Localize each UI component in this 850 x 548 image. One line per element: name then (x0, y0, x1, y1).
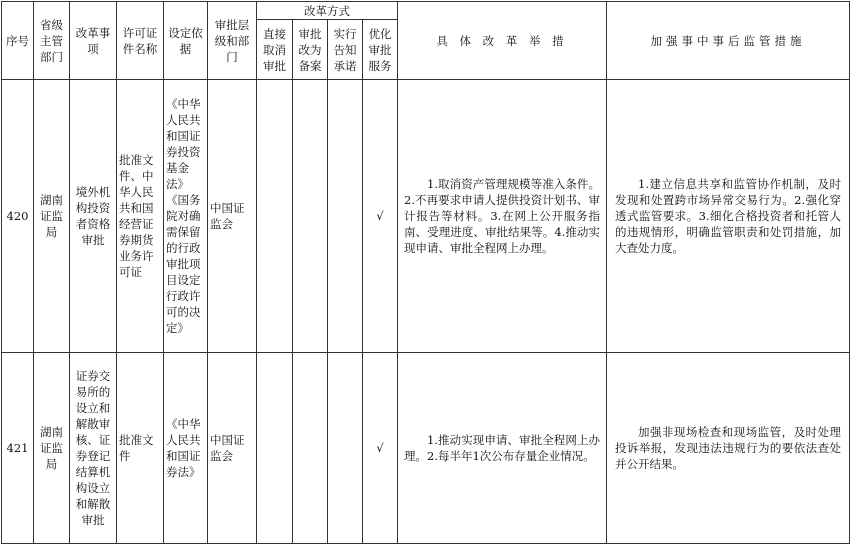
cell-mark-commitment (328, 353, 363, 544)
header-to-filing: 审批改为备案 (293, 20, 328, 80)
cell-mark-filing (293, 80, 328, 353)
header-level: 审批层级和部门 (208, 2, 257, 80)
header-optimize-service: 优化审批服务 (363, 20, 398, 80)
cell-supervision: 加强非现场检查和现场监管，及时处理投诉举报，发现违法违规行为的要依法查处并公开结果。 (607, 353, 850, 544)
header-row-1 (2, 2, 850, 20)
header-notification-commitment: 实行告知承诺 (328, 20, 363, 80)
cell-mark-optimize: √ (363, 353, 398, 544)
cell-item: 境外机构投资者资格审批 (70, 80, 117, 353)
cell-mark-filing (293, 353, 328, 544)
header-dept: 省级主管部门 (34, 2, 70, 80)
cell-mark-cancel (257, 353, 293, 544)
header-reform-group: 改革方式 (257, 2, 398, 20)
header-measures: 具 体 改 革 举 措 (398, 2, 607, 80)
cell-seq: 420 (2, 80, 34, 353)
cell-mark-commitment (328, 80, 363, 353)
header-item: 改革事项 (70, 2, 117, 80)
header-direct-cancel: 直接取消审批 (257, 20, 293, 80)
reform-table (1, 1, 850, 544)
cell-basis: 《中华人民共和国证券法》 (164, 353, 208, 544)
table-row (2, 80, 850, 353)
cell-seq: 421 (2, 353, 34, 544)
cell-dept: 湖南证监局 (34, 353, 70, 544)
cell-level: 中国证监会 (208, 353, 257, 544)
header-license: 许可证件名称 (117, 2, 164, 80)
cell-license: 批准文件 (117, 353, 164, 544)
header-supervision: 加强事中事后监管措施 (607, 2, 850, 80)
cell-dept: 湖南证监局 (34, 80, 70, 353)
cell-measures: 1.推动实现申请、审批全程网上办理。2.每半年1次公布存量企业情况。 (398, 353, 607, 544)
cell-basis: 《中华人民共和国证券投资基金法》《国务院对确需保留的行政审批项目设定行政许可的决定》 (164, 80, 208, 353)
cell-measures: 1.取消资产管理规模等准入条件。2.不再要求申请人提供投资计划书、审计报告等材料。3.在网上公开服务指南、受理进度、审批结果等。4.推动实现申请、审批全程网上办理。 (398, 80, 607, 353)
header-basis: 设定依据 (164, 2, 208, 80)
table-row (2, 353, 850, 544)
cell-mark-cancel (257, 80, 293, 353)
cell-mark-optimize: √ (363, 80, 398, 353)
cell-level: 中国证监会 (208, 80, 257, 353)
cell-supervision: 1.建立信息共享和监管协作机制，及时发现和处置跨市场异常交易行为。2.强化穿透式监管要求。3.细化合格投资者和托管人的违规情形，明确监管职责和处罚措施，加大查处力度。 (607, 80, 850, 353)
cell-item: 证券交易所的设立和解散审核、证券登记结算机构设立和解散审批 (70, 353, 117, 544)
header-seq: 序号 (2, 2, 34, 80)
cell-license: 批准文件、中华人民共和国经营证券期货业务许可证 (117, 80, 164, 353)
